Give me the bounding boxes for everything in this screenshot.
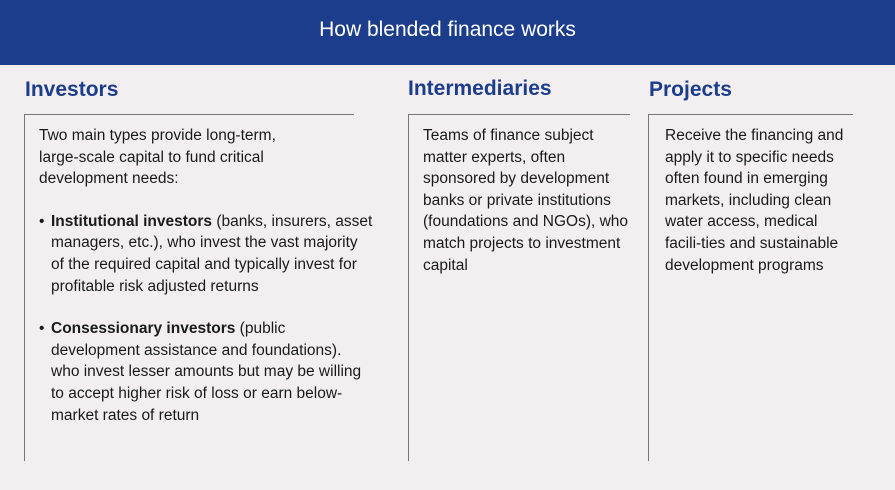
bullet-marker: •: [39, 320, 45, 338]
bullet-term: Consessionary investors: [51, 320, 236, 338]
bullet-text: (banks, insurers, asset managers, etc.), who invest the vast majority of the required capital and typically invest for profitable risk adjusted returns: [51, 212, 373, 295]
projects-text: Receive the financing and apply it to specific needs often found in emerging markets, including clean water access, medical facili-ties and sustainable development programs: [665, 127, 844, 274]
investors-box: [24, 114, 373, 461]
bullet-text: (public development assistance and foundations). who invest lesser amounts but may be willing to accept higher risk of loss or earn below-market rates of return: [51, 320, 362, 424]
projects-box: [648, 114, 853, 461]
intermediaries-text: Teams of finance subject matter experts, often sponsored by development banks or private institutions (foundations and NGOs), who match projects to investment capital: [423, 127, 629, 274]
title-bar: [0, 0, 895, 65]
intermediaries-box: [408, 114, 630, 461]
investors-heading: Investors: [25, 78, 119, 101]
content-panel: [0, 65, 895, 490]
page-title: How blended finance works: [319, 18, 576, 41]
investors-bullet-concessionary: [39, 318, 373, 426]
bullet-term: Institutional investors: [51, 212, 213, 230]
investors-bullet-institutional: [39, 211, 373, 297]
projects-heading: Projects: [649, 78, 732, 101]
intermediaries-heading: Intermediaries: [408, 77, 552, 100]
investors-intro: Two main types provide long-term, large-scale capital to fund critical development needs:: [39, 127, 276, 188]
bullet-marker: •: [39, 212, 45, 230]
